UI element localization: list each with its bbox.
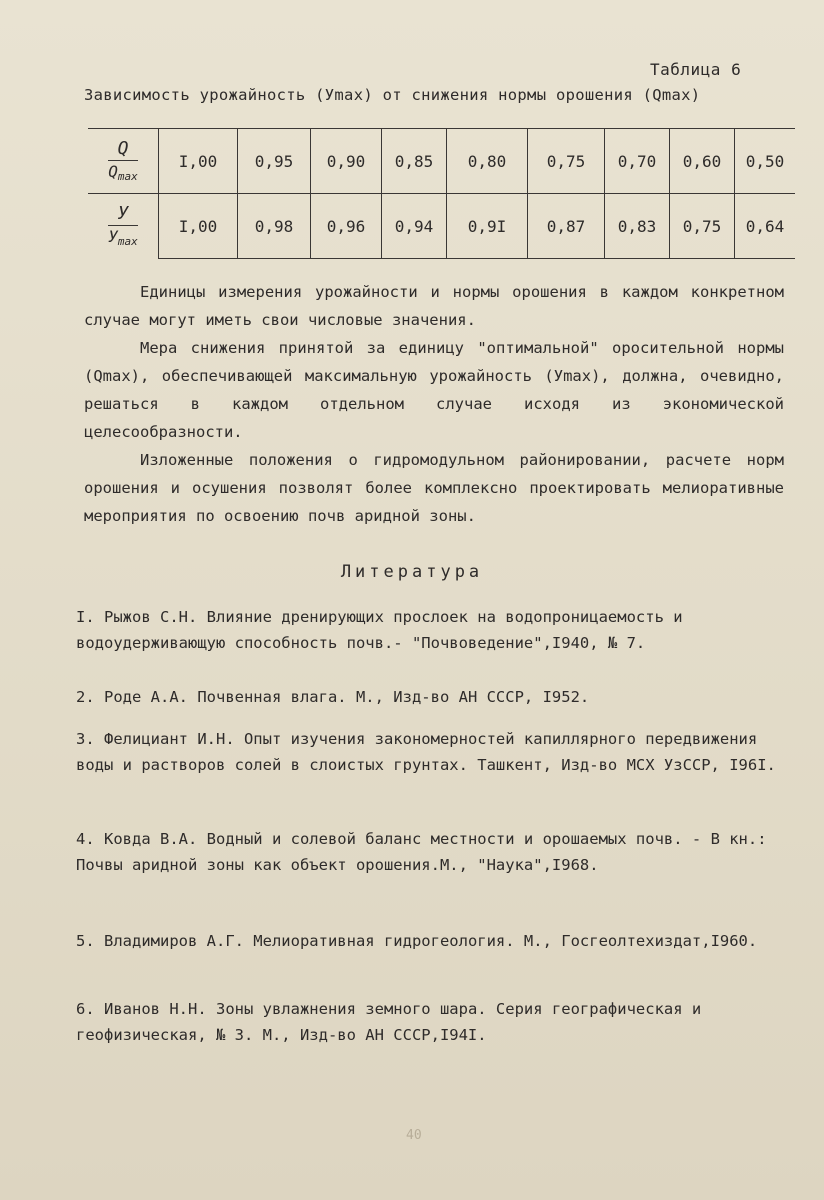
- table-cell: 0,98: [238, 194, 311, 259]
- paragraph: Изложенные положения о гидромодульном районировании, расчете норм орошения и осушения позволят более комплексно проектировать мелиоративные мероприятия по освоению почв аридной зоны.: [84, 451, 784, 525]
- table-cell: 0,94: [382, 194, 447, 259]
- yield-table: [88, 128, 795, 259]
- table-cell: 0,64: [735, 194, 796, 259]
- table-cell: 0,96: [311, 194, 382, 259]
- table-cell: 0,80: [447, 129, 528, 194]
- table-cell: 0,50: [735, 129, 796, 194]
- table-title: Зависимость урожайность (Уmax) от снижения нормы орошения (Qmax): [84, 86, 701, 104]
- reference-item: 4. Ковда В.А. Водный и солевой баланс местности и орошаемых почв. - В кн.: Почвы аридной зоны как объект орошения.М., "Наука",I968.: [76, 830, 767, 874]
- table-cell: I,00: [159, 194, 238, 259]
- table-cell: 0,60: [670, 129, 735, 194]
- table-cell: 0,9I: [447, 194, 528, 259]
- literature-heading: Литература: [340, 562, 484, 582]
- table-row: [88, 194, 795, 259]
- reference-item: 3. Фелициант И.Н. Опыт изучения закономерностей капиллярного передвижения воды и растворов солей в слоистых грунтах. Ташкент, Изд-во МСХ УзССР, I96I.: [76, 730, 776, 774]
- reference-item: 2. Роде А.А. Почвенная влага. М., Изд-во АН СССР, I952.: [76, 688, 590, 706]
- row-header-q: $\frac{Q}{Q_{max}}$: [88, 129, 159, 194]
- page-number: 40: [406, 1128, 422, 1143]
- table-number: Таблица 6: [650, 60, 742, 79]
- reference-item: 6. Иванов Н.Н. Зоны увлажнения земного шара. Серия географическая и геофизическая, № 3. М., Изд-во АН СССР,I94I.: [76, 1000, 702, 1044]
- reference-item: 5. Владимиров А.Г. Мелиоративная гидрогеология. М., Госгеолтехиздат,I960.: [76, 932, 758, 950]
- table-cell: 0,90: [311, 129, 382, 194]
- table-cell: 0,87: [528, 194, 605, 259]
- table-cell: 0,75: [528, 129, 605, 194]
- table-cell: 0,83: [605, 194, 670, 259]
- table-cell: 0,85: [382, 129, 447, 194]
- table-row: [88, 129, 795, 194]
- table-cell: 0,95: [238, 129, 311, 194]
- table-cell: I,00: [159, 129, 238, 194]
- row-header-y: $\frac{У}{У_{max}}$: [88, 194, 159, 259]
- paragraph: Мера снижения принятой за единицу "оптимальной" оросительной нормы (Qmax), обеспечивающей максимальную урожайность (Уmax), должна, очевидно, решаться в каждом отдельном случае исходя из экономической целесообразности.: [84, 339, 784, 441]
- paragraph: Единицы измерения урожайности и нормы орошения в каждом конкретном случае могут иметь свои числовые значения.: [84, 283, 784, 329]
- table-cell: 0,75: [670, 194, 735, 259]
- table-cell: 0,70: [605, 129, 670, 194]
- reference-item: I. Рыжов С.Н. Влияние дренирующих прослоек на водопроницаемость и водоудерживающую способность почв.- "Почвоведение",I940, № 7.: [76, 608, 683, 652]
